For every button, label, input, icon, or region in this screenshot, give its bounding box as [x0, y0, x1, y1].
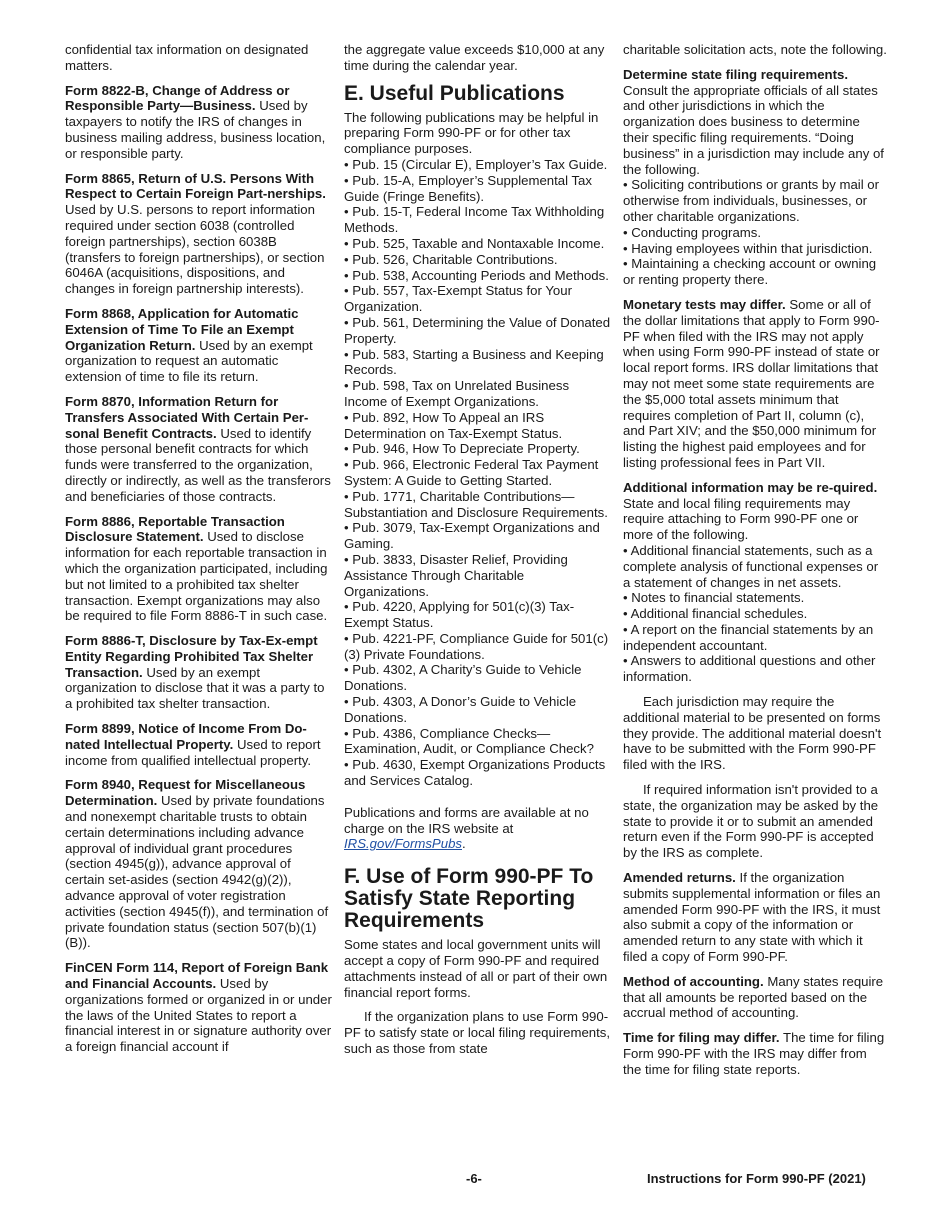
monetary-tests-paragraph	[623, 297, 888, 471]
list-item: • Pub. 3833, Disaster Relief, Providing Assistance Through Charitable Organizations.	[344, 552, 612, 599]
amended-returns-paragraph	[623, 870, 888, 965]
list-item: • Having employees within that jurisdiction.	[623, 241, 888, 257]
list-item: • Maintaining a checking account or owning or renting property there.	[623, 256, 888, 288]
section-f-paragraph-2: If the organization plans to use Form 990-PF to satisfy state or local filing requirements, such as those from state	[344, 1009, 611, 1057]
form-entry	[65, 83, 333, 162]
entry-text: Used by an exempt organization to request an automatic extension of time to file its return.	[65, 337, 313, 385]
list-item: • Pub. 3079, Tax-Exempt Organizations and Gaming.	[344, 520, 612, 552]
additional-info-paragraph	[623, 480, 888, 543]
additional-info-list	[623, 543, 888, 685]
section-e-heading: E. Useful Publications	[344, 81, 565, 105]
time-title: Time for filing may differ.	[623, 1030, 780, 1046]
entry-text: Used to identify those personal benefit contracts for which funds were transferred to the organization, directly or indirectly, as well as the transferors and beneficiaries of those contracts.	[65, 425, 331, 504]
form-entry	[65, 171, 333, 297]
list-item: • Pub. 526, Charitable Contributions.	[344, 252, 612, 268]
list-item: • Pub. 538, Accounting Periods and Methods.	[344, 268, 612, 284]
form-entry	[65, 514, 333, 625]
list-item: • Pub. 583, Starting a Business and Keeping Records.	[344, 347, 612, 379]
publication-list	[344, 157, 612, 789]
form-reference: Instructions for Form 990-PF (2021)	[647, 1171, 866, 1186]
list-item: • Pub. 15 (Circular E), Employer’s Tax Guide.	[344, 157, 612, 173]
col3-top-text: charitable solicitation acts, note the following.	[623, 42, 887, 57]
list-item: • Pub. 4630, Exempt Organizations Products and Services Catalog.	[344, 757, 612, 789]
form-entry	[65, 721, 333, 768]
form-entry	[65, 306, 333, 385]
entry-title: Form 8822-B, Change of Address or Responsible Party—Business.	[65, 82, 290, 114]
entry-text: Used by private foundations and nonexempt charitable trusts to obtain certain determinations including advance approval of individual grant procedures (section 4945(g)), advance approval of certain set-asides (section 4942(g)(2)), advance approval of voter registration activities (section 4945(f)), and termination of private foundation status (section 507(b)(1)(B)).	[65, 793, 329, 951]
section-f-heading: F. Use of Form 990-PF To Satisfy State Reporting Requirements	[344, 865, 594, 933]
list-item: • Pub. 966, Electronic Federal Tax Payment System: A Guide to Getting Started.	[344, 457, 612, 489]
monetary-title: Monetary tests may differ.	[623, 296, 786, 312]
list-item: • Pub. 1771, Charitable Contributions—Substantiation and Disclosure Requirements.	[344, 489, 612, 521]
col1-intro: confidential tax information on designated matters.	[65, 42, 309, 73]
list-item: • Answers to additional questions and other information.	[623, 653, 888, 685]
list-item: • Notes to financial statements.	[623, 590, 888, 606]
availability-text: Publications and forms are available at no charge on the IRS website at	[344, 804, 589, 836]
additional-text: State and local filing requirements may require attaching to Form 990-PF one or more of the following.	[623, 495, 859, 543]
determine-title: Determine state filing requirements.	[623, 66, 848, 82]
entry-text: Used by organizations formed or organized in or under the laws of the United States to report a financial interest in or signature authority over a foreign financial account if	[65, 976, 332, 1055]
list-item: • Pub. 946, How To Depreciate Property.	[344, 441, 612, 457]
entry-title: Form 8868, Application for Automatic Extension of Time To File an Exempt Organization Return.	[65, 305, 299, 353]
monetary-text: Some or all of the dollar limitations that apply to Form 990-PF when filed with the IRS may not apply when using Form 990-PF instead of state or local report forms. IRS dollar limitations that may not meet some state requirements are the $5,000 total assets minimum that requires completion of Part II, column (c), and Part XIV; and the $50,000 minimum for listing the highest paid employees and for listing professional fees in Part VII.	[623, 296, 880, 470]
entry-text: Used by an exempt organization to disclose that it was a party to a prohibited tax shelter transaction.	[65, 664, 325, 712]
column-1	[65, 42, 333, 1064]
additional-title: Additional information may be re-quired.	[623, 479, 878, 495]
entry-title: Form 8940, Request for Miscellaneous Determination.	[65, 777, 306, 809]
list-item: • Additional financial statements, such as a complete analysis of functional expenses or a statement of changes in net assets.	[623, 543, 888, 590]
amended-text: If the organization submits supplemental information or files an amended Form 990-PF with the IRS, it must also submit a copy of the information or amended return to any state with which it filed a copy of Form 990-PF.	[623, 870, 881, 965]
entry-title: Form 8899, Notice of Income From Do-nated Intellectual Property.	[65, 721, 307, 752]
time-text: The time for filing Form 990-PF with the IRS may differ from the time for filing state reports.	[623, 1030, 885, 1077]
entry-text: Used to report income from qualified intellectual property.	[65, 736, 321, 768]
list-item: • Pub. 4220, Applying for 501(c)(3) Tax-Exempt Status.	[344, 599, 612, 631]
entry-text: Used to disclose information for each reportable transaction in which the organization participated, including but not limited to a prohibited tax shelter transaction. Exempt organizations may also be required to file Form 8886-T in such case.	[65, 529, 328, 624]
form-entry	[65, 777, 333, 951]
list-item: • Pub. 598, Tax on Unrelated Business Income of Exempt Organizations.	[344, 378, 612, 410]
list-item: • Pub. 557, Tax-Exempt Status for Your Organization.	[344, 283, 612, 315]
list-item: • Pub. 4302, A Charity’s Guide to Vehicle Donations.	[344, 662, 612, 694]
list-item: • Pub. 892, How To Appeal an IRS Determination on Tax-Exempt Status.	[344, 410, 612, 442]
required-info-paragraph: If required information isn't provided to a state, the organization may be asked by the state to provide it or to submit an amended return even if the Form 990-PF is accepted by the IRS as complete.	[623, 782, 879, 861]
jurisdiction-paragraph: Each jurisdiction may require the additional material to be presented on forms they provide. The additional material doesn't have to be submitted with the Form 990-PF filed with the IRS.	[623, 694, 882, 773]
list-item: • Pub. 15-T, Federal Income Tax Withholding Methods.	[344, 204, 612, 236]
section-f-paragraph-1: Some states and local government units will accept a copy of Form 990-PF and required attachments instead of all or part of their own financial report forms.	[344, 937, 608, 1000]
column-3	[623, 42, 888, 1087]
column-2	[344, 42, 612, 1066]
doing-business-list	[623, 177, 888, 288]
entry-title: Form 8886-T, Disclosure by Tax-Ex-empt Entity Regarding Prohibited Tax Shelter Transaction.	[65, 633, 318, 680]
list-item: • Soliciting contributions or grants by mail or otherwise from individuals, businesses, or other charitable organizations.	[623, 177, 888, 224]
list-item: • Additional financial schedules.	[623, 606, 888, 622]
determine-text: Consult the appropriate officials of all states and other jurisdictions in which the organization does business to determine their specific filing requirements. “Doing business” in a jurisdiction may include any of the following.	[623, 82, 884, 177]
method-title: Method of accounting.	[623, 973, 764, 989]
entry-title: FinCEN Form 114, Report of Foreign Bank and Financial Accounts.	[65, 960, 329, 992]
form-entry	[65, 633, 333, 712]
section-e-intro: The following publications may be helpful in preparing Form 990-PF or for other tax compliance purposes.	[344, 109, 599, 157]
amended-title: Amended returns.	[623, 870, 736, 886]
entry-title: Form 8865, Return of U.S. Persons With Respect to Certain Foreign Part-nerships.	[65, 170, 326, 202]
determine-requirements-paragraph	[623, 67, 888, 178]
list-item: • Pub. 4221-PF, Compliance Guide for 501(c)(3) Private Foundations.	[344, 631, 612, 663]
entry-text: Used by U.S. persons to report information required under section 6038 (controlled foreign partnerships), section 6038B (transfers to foreign partnerships), or section 6046A (acquisitions, dispositions, and changes in foreign partnership interests).	[65, 202, 325, 297]
list-item: • Pub. 4303, A Donor’s Guide to Vehicle Donations.	[344, 694, 612, 726]
page-number: -6-	[466, 1171, 482, 1186]
col2-top-text: the aggregate value exceeds $10,000 at any time during the calendar year.	[344, 42, 605, 73]
entry-title: Form 8870, Information Return for Transfers Associated With Certain Per-sonal Benefit Contracts.	[65, 393, 309, 441]
form-entry	[65, 960, 333, 1055]
irs-formspubs-link[interactable]: IRS.gov/FormsPubs	[344, 836, 462, 852]
method-accounting-paragraph	[623, 974, 888, 1021]
list-item: • Pub. 561, Determining the Value of Donated Property.	[344, 315, 612, 347]
time-filing-paragraph	[623, 1030, 888, 1077]
list-item: • Pub. 15-A, Employer’s Supplemental Tax Guide (Fringe Benefits).	[344, 173, 612, 205]
method-text: Many states require that all amounts be reported based on the accrual method of accounting.	[623, 973, 884, 1021]
availability-paragraph: Publications and forms are available at no charge on the IRS website at IRS.gov/FormsPubs.	[344, 804, 589, 852]
list-item: • A report on the financial statements by an independent accountant.	[623, 622, 888, 654]
form-entry	[65, 394, 333, 505]
list-item: • Pub. 525, Taxable and Nontaxable Income.	[344, 236, 612, 252]
list-item: • Pub. 4386, Compliance Checks—Examination, Audit, or Compliance Check?	[344, 726, 612, 758]
list-item: • Conducting programs.	[623, 225, 888, 241]
entry-title: Form 8886, Reportable Transaction Disclosure Statement.	[65, 513, 285, 545]
entry-text: Used by taxpayers to notify the IRS of changes in business mailing address, business location, or responsible party.	[65, 98, 326, 161]
